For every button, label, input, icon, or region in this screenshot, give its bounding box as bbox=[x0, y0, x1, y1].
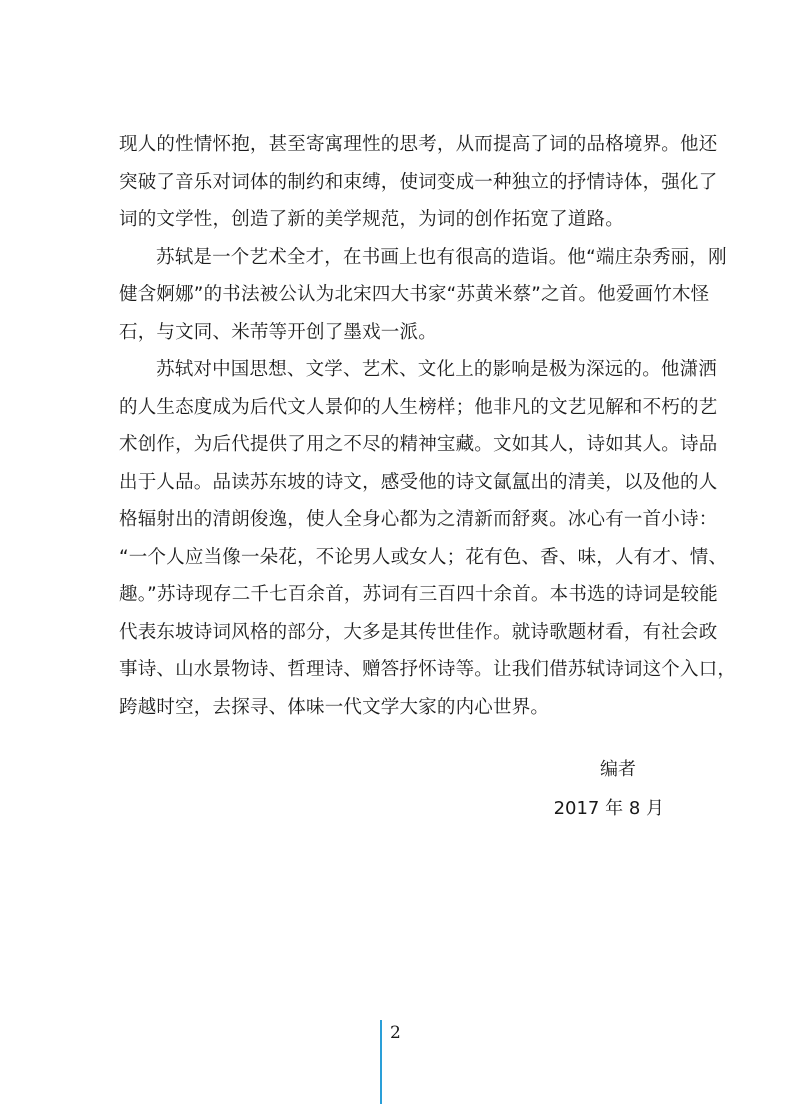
text-line: 事诗、山水景物诗、哲理诗、赠答抒怀诗等。让我们借苏轼诗词这个入口， bbox=[119, 659, 737, 680]
signature-editor: 编者 bbox=[600, 759, 636, 780]
text-line: 词的文学性，创造了新的美学规范，为词的创作拓宽了道路。 bbox=[119, 209, 624, 230]
text-line: 突破了音乐对词体的制约和束缚，使词变成一种独立的抒情诗体，强化了 bbox=[119, 171, 718, 193]
text-line: 格辐射出的清朗俊逸，使人全身心都为之清新而舒爽。冰心有一首小诗： bbox=[119, 509, 718, 530]
page-number: 2 bbox=[390, 1023, 401, 1043]
text-line: “一个人应当像一朵花，不论男人或女人；花有色、香、味，人有才、情、 bbox=[119, 546, 728, 568]
text-line: 苏轼对中国思想、文学、艺术、文化上的影响是极为深远的。他潇洒 bbox=[156, 359, 718, 380]
paragraph bbox=[119, 239, 727, 352]
paragraph bbox=[119, 126, 718, 239]
signature-date: 2017 年 8 月 bbox=[553, 798, 664, 819]
body-text bbox=[119, 126, 737, 726]
text-line: 代表东坡诗词风格的部分，大多是其传世佳作。就诗歌题材看，有社会政 bbox=[119, 621, 718, 643]
text-line: 苏轼是一个艺术全才，在书画上也有很高的造诣。他“端庄杂秀丽，刚 bbox=[156, 246, 727, 268]
text-line: 出于人品。品读苏东坡的诗文，感受他的诗文氤氲出的清美，以及他的人 bbox=[119, 471, 718, 493]
text-line: 趣。”苏诗现存二千七百余首，苏词有三百四十余首。本书选的诗词是较能 bbox=[119, 584, 718, 605]
text-line: 术创作，为后代提供了用之不尽的精神宝藏。文如其人，诗如其人。诗品 bbox=[119, 434, 718, 455]
paragraph bbox=[119, 351, 737, 726]
text-line: 跨越时空，去探寻、体味一代文学大家的内心世界。 bbox=[119, 696, 550, 718]
text-line: 健含婀娜”的书法被公认为北宋四大书家“苏黄米蔡”之首。他爱画竹木怪 bbox=[119, 284, 710, 305]
text-line: 现人的性情怀抱，甚至寄寓理性的思考，从而提高了词的品格境界。他还 bbox=[119, 134, 718, 155]
text-line: 的人生态度成为后代文人景仰的人生榜样；他非凡的文艺见解和不朽的艺 bbox=[119, 396, 718, 418]
page-number-rule bbox=[380, 1020, 382, 1104]
text-line: 石，与文同、米芾等开创了墨戏一派。 bbox=[119, 321, 437, 343]
